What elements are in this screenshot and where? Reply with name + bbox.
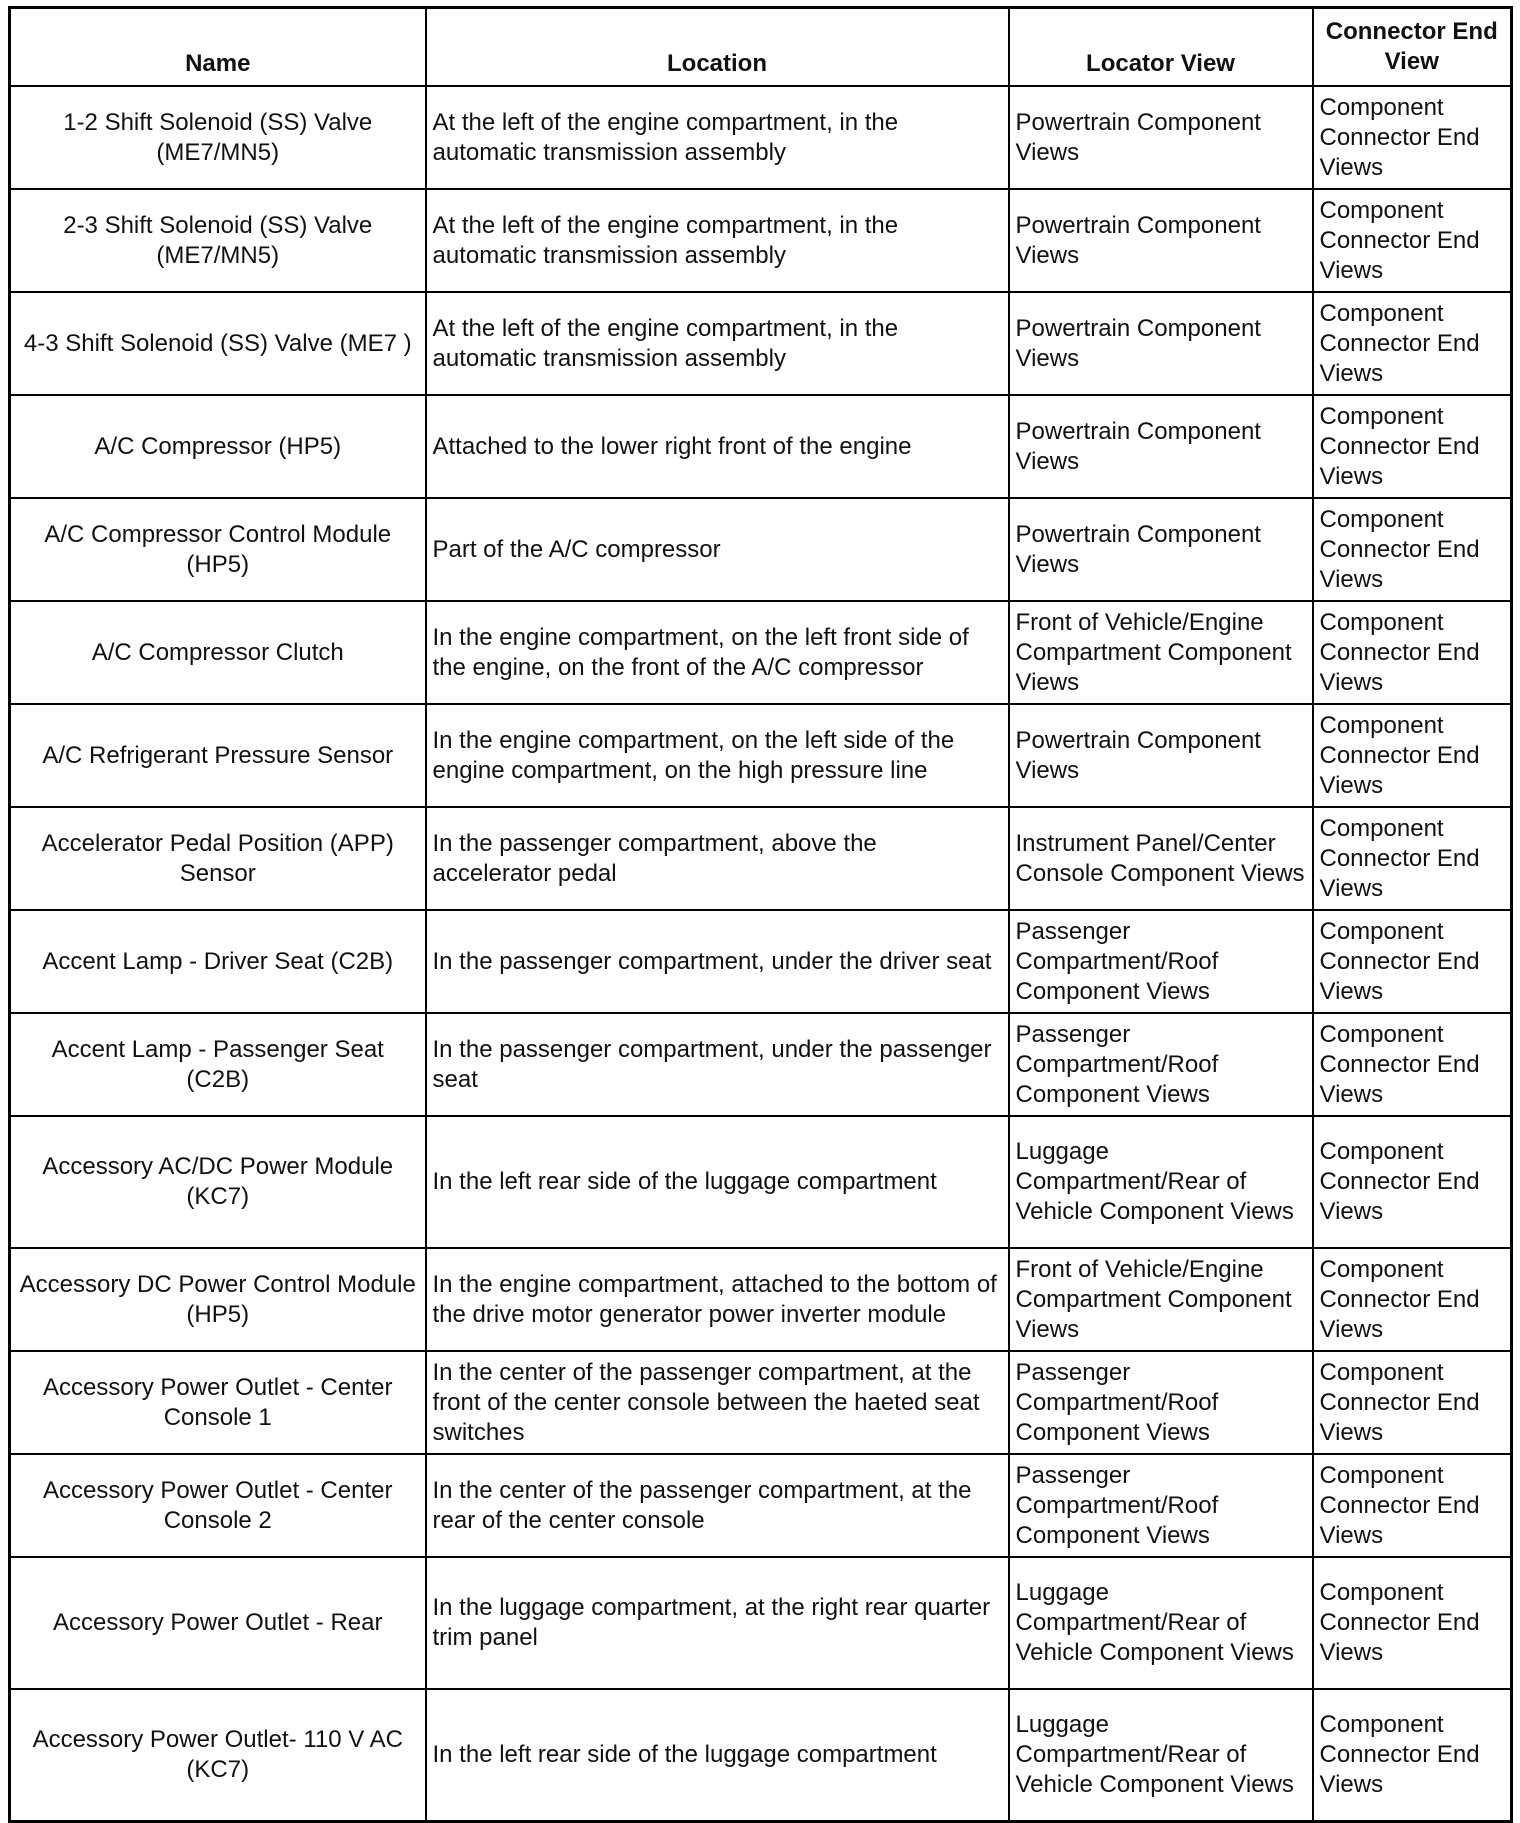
cell-name: Accessory AC/DC Power Module (KC7) bbox=[10, 1116, 426, 1248]
table-row bbox=[10, 189, 1512, 292]
cell-locator-view: Luggage Compartment/Rear of Vehicle Component Views bbox=[1009, 1689, 1313, 1821]
cell-location: Attached to the lower right front of the engine bbox=[426, 395, 1009, 498]
cell-name: Accessory Power Outlet - Center Console 2 bbox=[10, 1454, 426, 1557]
cell-name: A/C Compressor Control Module (HP5) bbox=[10, 498, 426, 601]
cell-name: A/C Refrigerant Pressure Sensor bbox=[10, 704, 426, 807]
table-row bbox=[10, 807, 1512, 910]
cell-locator-view: Powertrain Component Views bbox=[1009, 189, 1313, 292]
cell-locator-view: Passenger Compartment/Roof Component Views bbox=[1009, 1013, 1313, 1116]
cell-name: 4-3 Shift Solenoid (SS) Valve (ME7 ) bbox=[10, 292, 426, 395]
cell-connector-view: Component Connector End Views bbox=[1313, 1116, 1512, 1248]
header-connector-end-view: Connector End View bbox=[1313, 8, 1512, 87]
cell-name: Accessory DC Power Control Module (HP5) bbox=[10, 1248, 426, 1351]
table-row bbox=[10, 704, 1512, 807]
table-row bbox=[10, 910, 1512, 1013]
cell-connector-view: Component Connector End Views bbox=[1313, 1351, 1512, 1454]
cell-locator-view: Instrument Panel/Center Console Component Views bbox=[1009, 807, 1313, 910]
cell-location: At the left of the engine compartment, in the automatic transmission assembly bbox=[426, 86, 1009, 189]
table-row bbox=[10, 395, 1512, 498]
cell-locator-view: Front of Vehicle/Engine Compartment Component Views bbox=[1009, 601, 1313, 704]
cell-location: Part of the A/C compressor bbox=[426, 498, 1009, 601]
cell-location: In the passenger compartment, under the passenger seat bbox=[426, 1013, 1009, 1116]
cell-location: In the passenger compartment, under the driver seat bbox=[426, 910, 1009, 1013]
cell-locator-view: Luggage Compartment/Rear of Vehicle Component Views bbox=[1009, 1116, 1313, 1248]
table-row bbox=[10, 1351, 1512, 1454]
cell-location: In the engine compartment, on the left front side of the engine, on the front of the A/C compressor bbox=[426, 601, 1009, 704]
cell-location: At the left of the engine compartment, in the automatic transmission assembly bbox=[426, 189, 1009, 292]
cell-connector-view: Component Connector End Views bbox=[1313, 86, 1512, 189]
table-row bbox=[10, 1454, 1512, 1557]
cell-name: Accessory Power Outlet - Rear bbox=[10, 1557, 426, 1689]
cell-connector-view: Component Connector End Views bbox=[1313, 1248, 1512, 1351]
table-row bbox=[10, 86, 1512, 189]
cell-location: At the left of the engine compartment, in the automatic transmission assembly bbox=[426, 292, 1009, 395]
cell-connector-view: Component Connector End Views bbox=[1313, 910, 1512, 1013]
cell-name: Accent Lamp - Driver Seat (C2B) bbox=[10, 910, 426, 1013]
cell-location: In the left rear side of the luggage compartment bbox=[426, 1116, 1009, 1248]
cell-connector-view: Component Connector End Views bbox=[1313, 1013, 1512, 1116]
cell-location: In the engine compartment, on the left side of the engine compartment, on the high pressure line bbox=[426, 704, 1009, 807]
table-row bbox=[10, 601, 1512, 704]
cell-locator-view: Powertrain Component Views bbox=[1009, 704, 1313, 807]
cell-locator-view: Luggage Compartment/Rear of Vehicle Component Views bbox=[1009, 1557, 1313, 1689]
component-locator-table bbox=[8, 6, 1513, 1823]
cell-location: In the luggage compartment, at the right rear quarter trim panel bbox=[426, 1557, 1009, 1689]
cell-locator-view: Powertrain Component Views bbox=[1009, 86, 1313, 189]
table-row bbox=[10, 1557, 1512, 1689]
cell-location: In the center of the passenger compartment, at the rear of the center console bbox=[426, 1454, 1009, 1557]
cell-connector-view: Component Connector End Views bbox=[1313, 189, 1512, 292]
cell-name: 2-3 Shift Solenoid (SS) Valve (ME7/MN5) bbox=[10, 189, 426, 292]
cell-locator-view: Passenger Compartment/Roof Component Views bbox=[1009, 1454, 1313, 1557]
cell-connector-view: Component Connector End Views bbox=[1313, 601, 1512, 704]
cell-name: Accessory Power Outlet- 110 V AC (KC7) bbox=[10, 1689, 426, 1821]
cell-location: In the passenger compartment, above the accelerator pedal bbox=[426, 807, 1009, 910]
cell-location: In the engine compartment, attached to the bottom of the drive motor generator power inverter module bbox=[426, 1248, 1009, 1351]
cell-locator-view: Powertrain Component Views bbox=[1009, 395, 1313, 498]
cell-connector-view: Component Connector End Views bbox=[1313, 1454, 1512, 1557]
table-row bbox=[10, 1013, 1512, 1116]
cell-location: In the left rear side of the luggage compartment bbox=[426, 1689, 1009, 1821]
table-row bbox=[10, 1689, 1512, 1821]
cell-locator-view: Passenger Compartment/Roof Component Views bbox=[1009, 1351, 1313, 1454]
cell-name: A/C Compressor Clutch bbox=[10, 601, 426, 704]
header-locator-view: Locator View bbox=[1009, 8, 1313, 87]
cell-connector-view: Component Connector End Views bbox=[1313, 498, 1512, 601]
header-name: Name bbox=[10, 8, 426, 87]
cell-connector-view: Component Connector End Views bbox=[1313, 704, 1512, 807]
table-row bbox=[10, 1116, 1512, 1248]
table-row bbox=[10, 292, 1512, 395]
cell-connector-view: Component Connector End Views bbox=[1313, 395, 1512, 498]
cell-location: In the center of the passenger compartment, at the front of the center console between the haeted seat switches bbox=[426, 1351, 1009, 1454]
cell-locator-view: Passenger Compartment/Roof Component Views bbox=[1009, 910, 1313, 1013]
cell-name: Accelerator Pedal Position (APP) Sensor bbox=[10, 807, 426, 910]
cell-connector-view: Component Connector End Views bbox=[1313, 1557, 1512, 1689]
cell-name: Accessory Power Outlet - Center Console 1 bbox=[10, 1351, 426, 1454]
cell-name: Accent Lamp - Passenger Seat (C2B) bbox=[10, 1013, 426, 1116]
cell-locator-view: Front of Vehicle/Engine Compartment Component Views bbox=[1009, 1248, 1313, 1351]
table-row bbox=[10, 498, 1512, 601]
cell-locator-view: Powertrain Component Views bbox=[1009, 498, 1313, 601]
cell-name: 1-2 Shift Solenoid (SS) Valve (ME7/MN5) bbox=[10, 86, 426, 189]
table-row bbox=[10, 1248, 1512, 1351]
cell-name: A/C Compressor (HP5) bbox=[10, 395, 426, 498]
cell-connector-view: Component Connector End Views bbox=[1313, 807, 1512, 910]
table-header-row bbox=[10, 8, 1512, 87]
cell-connector-view: Component Connector End Views bbox=[1313, 1689, 1512, 1821]
header-location: Location bbox=[426, 8, 1009, 87]
cell-locator-view: Powertrain Component Views bbox=[1009, 292, 1313, 395]
cell-connector-view: Component Connector End Views bbox=[1313, 292, 1512, 395]
